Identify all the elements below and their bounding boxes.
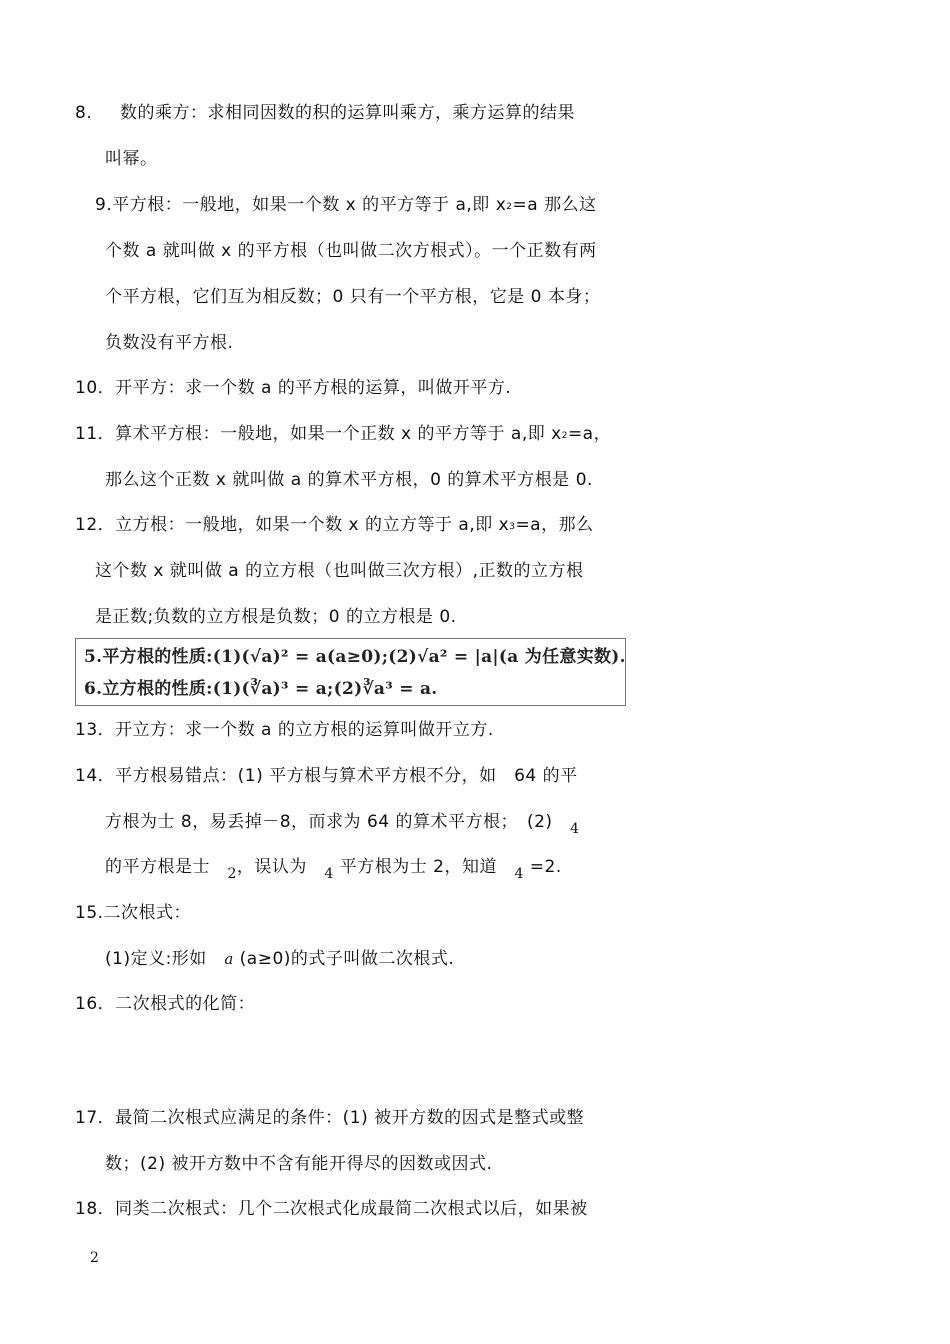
formula-box	[75, 638, 626, 706]
item-11-line-2: 那么这个正数 x 就叫做 a 的算术平方根，0 的算术平方根是 0.	[105, 470, 593, 490]
square-root-properties: 5.平方根的性质:(1)(√a)² = a(a≥0);(2)√a² = |a|(a 为任意实数).	[84, 647, 626, 667]
item-12-line-3: 是正数;负数的立方根是负数；0 的立方根是 0.	[95, 607, 457, 627]
item-9-line-2: 个数 a 就叫做 x 的平方根（也叫做二次方根式）。一个正数有两	[105, 241, 597, 261]
item-15-definition-text-a: (1)定义:形如	[105, 949, 225, 969]
item-8-line-2: 叫幂。	[105, 149, 158, 169]
item-17-line-2: 数；(2) 被开方数中不含有能开得尽的因数或因式.	[105, 1154, 493, 1174]
item-9-line-1-text-b: =a 那么这	[512, 195, 597, 215]
item-12-line-1-text-b: =a，那么	[515, 515, 594, 535]
item-8-number: 8.	[75, 103, 93, 123]
item-17-line-1: 17．最简二次根式应满足的条件：(1) 被开方数的因式是整式或整	[75, 1108, 585, 1128]
item-8-line-1: 数的乘方：求相同因数的积的运算叫乘方，乘方运算的结果	[120, 103, 575, 123]
item-14-line-3-text-a: 的平方根是士	[105, 857, 228, 877]
cube-root-properties: 6.立方根的性质:(1)(∛a)³ = a;(2)∛a³ = a.	[84, 679, 438, 699]
item-14-line-3-text-g: =2.	[523, 857, 562, 877]
item-14-line-3-text-c: ，误认为	[236, 857, 325, 877]
item-10-line-1: 10．开平方：求一个数 a 的平方根的运算，叫做开平方.	[75, 378, 512, 398]
item-15-definition-text-c: (a≥0)的式子叫做二次根式.	[233, 949, 455, 969]
item-12-line-1	[75, 513, 594, 540]
item-13-line-1: 13．开立方：求一个数 a 的立方根的运算叫做开立方.	[75, 720, 494, 740]
item-11-line-1-text-a: 11．算术平方根：一般地，如果一个正数 x 的平方等于 a,即 x	[75, 424, 562, 444]
item-14-line-3-text-e: 平方根为士 2，知道	[333, 857, 515, 877]
item-15-variable-a: a	[224, 950, 234, 968]
item-9-line-4: 负数没有平方根.	[105, 333, 234, 353]
item-12-line-2: 这个数 x 就叫做 a 的立方根（也叫做三次方根）,正数的立方根	[95, 561, 584, 581]
item-15-line-1: 15.二次根式：	[75, 903, 192, 923]
item-11-line-1	[75, 422, 611, 449]
item-9-line-1-text-a: 9.平方根：一般地，如果一个数 x 的平方等于 a,即 x	[95, 195, 507, 215]
item-12-line-1-text-a: 12．立方根：一般地，如果一个数 x 的立方等于 a,即 x	[75, 515, 510, 535]
item-11-superscript: 2	[561, 431, 568, 441]
item-18-line-1: 18．同类二次根式：几个二次根式化成最简二次根式以后，如果被	[75, 1199, 588, 1219]
item-9-superscript: 2	[506, 202, 513, 212]
item-14-line-2	[105, 810, 579, 835]
item-14-radicand-4b: 4	[324, 866, 334, 882]
item-16-line-1: 16．二次根式的化简：	[75, 994, 256, 1014]
item-14-radicand-2: 2	[227, 866, 237, 882]
item-14-line-1: 14．平方根易错点：(1) 平方根与算术平方根不分，如 64 的平	[75, 766, 578, 786]
item-14-line-2-text: 方根为士 8，易丢掉－8，而求为 64 的算术平方根； (2)	[105, 812, 571, 832]
page-number: 2	[90, 1250, 99, 1266]
item-11-line-1-text-b: =a，	[567, 424, 612, 444]
item-9-line-3: 个平方根，它们互为相反数；0 只有一个平方根，它是 0 本身；	[105, 287, 601, 307]
item-14-radicand-4c: 4	[514, 866, 524, 882]
item-9-line-1	[95, 193, 597, 220]
item-14-line-3	[105, 855, 562, 880]
item-15-line-2	[105, 947, 454, 971]
item-12-superscript: 3	[509, 522, 516, 532]
item-14-radicand-4: 4	[570, 821, 580, 837]
